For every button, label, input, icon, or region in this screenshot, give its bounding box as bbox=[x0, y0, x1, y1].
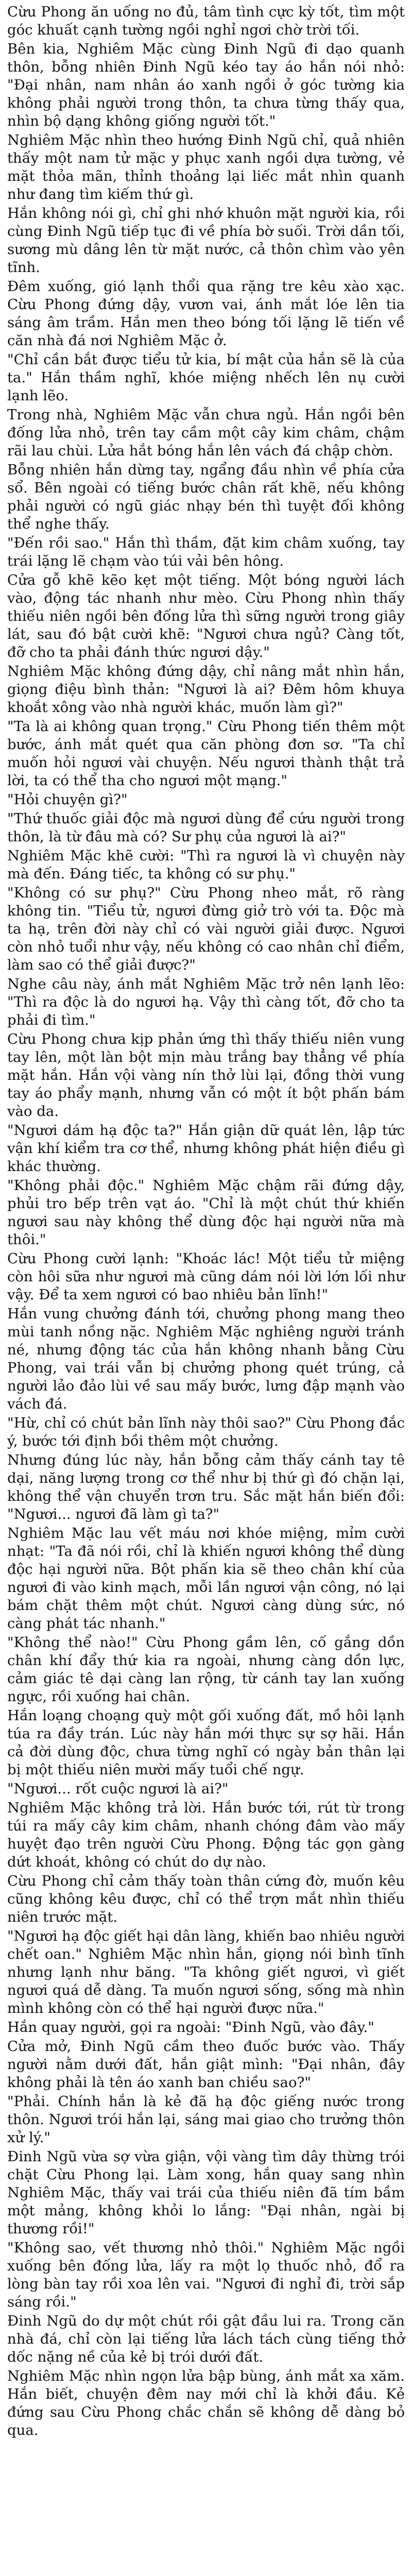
paragraph: Hắn không nói gì, chỉ ghi nhớ khuôn mặt người kia, rồi cùng Đinh Ngũ tiếp tục đi về phía bờ suối. Trời dần tối, sương mù dâng lên từ mặt nước, cả thôn chìm vào yên tĩnh. bbox=[7, 205, 405, 276]
paragraph: Cừu Phong ăn uống no đủ, tâm tình cực kỳ tốt, tìm một góc khuất cạnh tường ngồi nghỉ ngơi chờ trời tối. bbox=[7, 4, 405, 38]
paragraph: Cừu Phong cười lạnh: "Khoác lác! Một tiểu tử miệng còn hôi sữa như ngươi mà cũng dám nói lời lớn lối như vậy. Để ta xem ngươi có bao nhiêu bản lĩnh!" bbox=[7, 1250, 405, 1303]
paragraph: Hắn quay người, gọi ra ngoài: "Đinh Ngũ, vào đây." bbox=[7, 2019, 374, 2036]
paragraph: "Không phải độc." Nghiêm Mặc chậm rãi đứng dậy, phủi tro bếp trên vạt áo. "Chỉ là một chút thứ khiến ngươi sau này không thể dùng độc hại người nữa mà thôi." bbox=[7, 1177, 405, 1248]
paragraph: "Phải. Chính hắn là kẻ đã hạ độc giếng nước trong thôn. Ngươi trói hắn lại, sáng mai giao cho trưởng thôn xử lý." bbox=[7, 2093, 405, 2146]
paragraph: Nghiêm Mặc lau vết máu nơi khóe miệng, mỉm cười nhạt: "Ta đã nói rồi, chỉ là khiến ngươi không thể dùng độc hại người nữa. Bột phấn kia sẽ theo chân khí của ngươi đi vào kinh mạch, mỗi lần ngươi vận công, nó lại bám chặt thêm một chút. Ngươi càng dùng sức, nó càng phát tác nhanh." bbox=[7, 1525, 405, 1632]
paragraph: "Thứ thuốc giải độc mà ngươi dùng để cứu người trong thôn, là từ đâu mà có? Sư phụ của ngươi là ai?" bbox=[7, 810, 405, 845]
paragraph: Nghiêm Mặc khẽ cười: "Thì ra ngươi là vì chuyện này mà đến. Đáng tiếc, ta không có sư phụ." bbox=[7, 848, 405, 882]
paragraph: Hắn vung chưởng đánh tới, chưởng phong mang theo mùi tanh nồng nặc. Nghiêm Mặc nghiêng người tránh né, nhưng động tác của hắn không nhanh bằng Cừu Phong, vai trái vẫn bị chưởng phong quét trúng, cả người lảo đảo lùi về sau mấy bước, lưng đập mạnh vào vách đá. bbox=[7, 1306, 405, 1412]
paragraph: Cừu Phong chưa kịp phản ứng thì thấy thiếu niên vung tay lên, một làn bột mịn màu trắng bay thẳng về phía mặt hắn. Hắn vội vàng nín thở lùi lại, đồng thời vung tay áo phẩy mạnh, nhưng vẫn có một ít bột phấn bám vào da. bbox=[7, 1031, 405, 1120]
paragraph: Trong nhà, Nghiêm Mặc vẫn chưa ngủ. Hắn ngồi bên đống lửa nhỏ, trên tay cầm một cây kim châm, chậm rãi lau chùi. Lửa hắt bóng hắn lên vách đá chập chờn. bbox=[7, 406, 405, 459]
paragraph: "Đến rồi sao." Hắn thì thầm, đặt kim châm xuống, tay trái lặng lẽ chạm vào túi vải bên hông. bbox=[7, 535, 405, 569]
paragraph: Nghiêm Mặc không trả lời. Hắn bước tới, rút từ trong túi ra mấy cây kim châm, nhanh chóng đâm vào mấy huyệt đạo trên người Cừu Phong. Động tác gọn gàng dứt khoát, không có chút do dự nào. bbox=[7, 1800, 405, 1870]
paragraph: "Không thể nào!" Cừu Phong gầm lên, cố gắng dồn chân khí đẩy thứ kia ra ngoài, nhưng càng dồn lực, cảm giác tê dại càng lan rộng, từ cánh tay lan xuống ngực, rồi xuống hai chân. bbox=[7, 1634, 405, 1705]
paragraph: Bỗng nhiên hắn dừng tay, ngẩng đầu nhìn về phía cửa sổ. Bên ngoài có tiếng bước chân rất khẽ, nếu không phải người có ngũ giác nhạy bén thì tuyệt đối không thể nghe thấy. bbox=[7, 462, 405, 532]
paragraph: "Không có sư phụ?" Cừu Phong nheo mắt, rõ ràng không tin. "Tiểu tử, ngươi đừng giở trò với ta. Độc mà ta hạ, trên đời này chỉ có vài người giải được. Ngươi còn nhỏ tuổi như vậy, nếu không có cao nhân chỉ điểm, làm sao có thể giải được?" bbox=[7, 885, 405, 973]
paragraph: Nghiêm Mặc nhìn theo hướng Đinh Ngũ chỉ, quả nhiên thấy một nam tử mặc y phục xanh ngồi dựa tường, vẻ mặt thỏa mãn, thỉnh thoảng lại liếc mắt nhìn quanh như đang tìm kiếm thứ gì. bbox=[7, 132, 405, 202]
paragraph: "Ngươi dám hạ độc ta?" Hắn giận dữ quát lên, lập tức vận khí kiểm tra cơ thể, nhưng không phát hiện điều gì khác thường. bbox=[7, 1122, 405, 1175]
paragraph: "Hừ, chỉ có chút bản lĩnh này thôi sao?" Cừu Phong đắc ý, bước tới định bồi thêm một chưởng. bbox=[7, 1415, 405, 1449]
paragraph: Nghiêm Mặc nhìn ngọn lửa bập bùng, ánh mắt xa xăm. Hắn biết, chuyện đêm nay mới chỉ là khởi đầu. Kẻ đứng sau Cừu Phong chắc chắn sẽ không dễ dàng bỏ qua. bbox=[7, 2368, 405, 2438]
paragraph: Nghe câu này, ánh mắt Nghiêm Mặc trở nên lạnh lẽo: "Thì ra độc là do ngươi hạ. Vậy thì càng tốt, đỡ cho ta phải đi tìm." bbox=[7, 976, 405, 1028]
paragraph: "Chỉ cần bắt được tiểu tử kia, bí mật của hắn sẽ là của ta." Hắn thầm nghĩ, khóe miệng nhếch lên nụ cười lạnh lẽo. bbox=[7, 351, 405, 404]
paragraph: Cửa gỗ khẽ kẽo kẹt một tiếng. Một bóng người lách vào, động tác nhanh như mèo. Cừu Phong nhìn thấy thiếu niên ngồi bên đống lửa thì sững người trong giây lát, sau đó bật cười khẽ: "Ngươi chưa ngủ? Càng tốt, đỡ cho ta phải đánh thức ngươi dậy." bbox=[7, 572, 405, 660]
paragraph: Hắn loạng choạng quỳ một gối xuống đất, mồ hôi lạnh túa ra đầy trán. Lúc này hắn mới thực sự sợ hãi. Hắn cả đời dùng độc, chưa từng nghĩ có ngày bản thân lại bị một thiếu niên mười mấy tuổi chế ngự. bbox=[7, 1707, 405, 1778]
paragraph: Nghiêm Mặc không đứng dậy, chỉ nâng mắt nhìn hắn, giọng điệu bình thản: "Ngươi là ai? Đêm hôm khuya khoắt xông vào nhà người khác, muốn làm gì?" bbox=[7, 663, 405, 716]
paragraph: Cừu Phong chỉ cảm thấy toàn thân cứng đờ, muốn kêu cũng không kêu được, chỉ có thể trợn mắt nhìn thiếu niên trước mặt. bbox=[7, 1873, 405, 1925]
paragraph: Đinh Ngũ vừa sợ vừa giận, vội vàng tìm dây thừng trói chặt Cừu Phong lại. Làm xong, hắn quay sang nhìn Nghiêm Mặc, thấy vai trái của thiếu niên đã tím bầm một mảng, không khỏi lo lắng: "Đại nhân, ngài bị thương rồi!" bbox=[7, 2148, 405, 2237]
paragraph: Đêm xuống, gió lạnh thổi qua rặng tre kêu xào xạc. Cừu Phong đứng dậy, vươn vai, ánh mắt lóe lên tia sáng âm trầm. Hắn men theo bóng tối lặng lẽ tiến về căn nhà đá nơi Nghiêm Mặc ở. bbox=[7, 278, 405, 349]
paragraph: "Hỏi chuyện gì?" bbox=[7, 791, 128, 808]
paragraph: "Ngươi hạ độc giết hại dân làng, khiến bao nhiêu người chết oan." Nghiêm Mặc nhìn hắn, giọng nói bình tĩnh nhưng lạnh như băng. "Ta không giết ngươi, vì giết ngươi quá dễ dàng. Ta muốn ngươi sống, sống mà nhìn mình không còn có thể hại người được nữa." bbox=[7, 1928, 405, 2016]
paragraph: "Không sao, vết thương nhỏ thôi." Nghiêm Mặc ngồi xuống bên đống lửa, lấy ra một lọ thuốc nhỏ, đổ ra lòng bàn tay rồi xoa lên vai. "Ngươi đi nghỉ đi, trời sắp sáng rồi." bbox=[7, 2240, 405, 2310]
paragraph: Bên kia, Nghiêm Mặc cùng Đinh Ngũ đi dạo quanh thôn, bỗng nhiên Đinh Ngũ kéo tay áo hắn nói nhỏ: "Đại nhân, nam nhân áo xanh ngồi ở góc tường kia không phải người trong thôn, ta chưa từng thấy qua, nhìn bộ dạng không giống người tốt." bbox=[7, 41, 405, 129]
paragraph: Nhưng đúng lúc này, hắn bỗng cảm thấy cánh tay tê dại, năng lượng trong cơ thể như bị thứ gì đó chặn lại, không thể vận chuyển trơn tru. Sắc mặt hắn biến đổi: "Ngươi... ngươi đã làm gì ta?" bbox=[7, 1452, 405, 1522]
paragraph: Đinh Ngũ do dự một chút rồi gật đầu lui ra. Trong căn nhà đá, chỉ còn lại tiếng lửa lách tách cùng tiếng thở dốc nặng nề của kẻ bị trói dưới đất. bbox=[7, 2313, 405, 2365]
paragraph: "Ta là ai không quan trọng." Cừu Phong tiến thêm một bước, ánh mắt quét qua căn phòng đơn sơ. "Ta chỉ muốn hỏi ngươi vài chuyện. Nếu ngươi thành thật trả lời, ta có thể tha cho ngươi một mạng." bbox=[7, 718, 405, 789]
paragraph: Cửa mở, Đinh Ngũ cầm theo đuốc bước vào. Thấy người nằm dưới đất, hắn giật mình: "Đại nhân, đây không phải là tên áo xanh ban chiều sao?" bbox=[7, 2038, 405, 2091]
paragraph: "Ngươi... rốt cuộc ngươi là ai?" bbox=[7, 1781, 229, 1797]
